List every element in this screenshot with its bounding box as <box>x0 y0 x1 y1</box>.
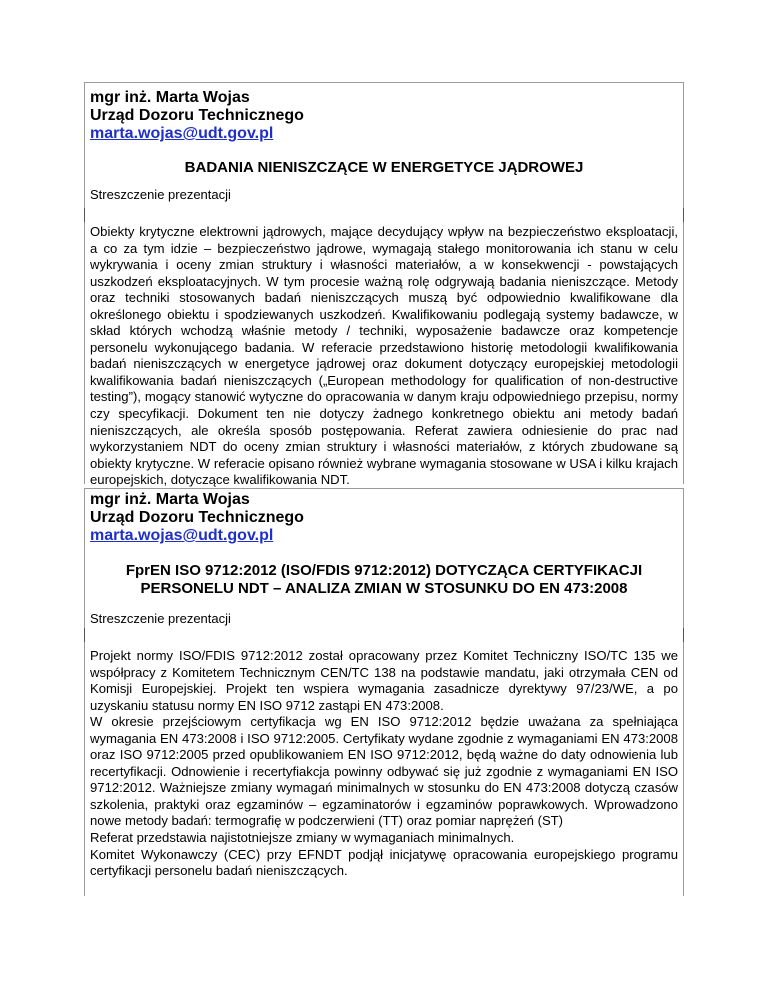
author-name: mgr inż. Marta Wojas <box>90 89 250 106</box>
summary-label: Streszczenie prezentacji <box>90 187 231 202</box>
frame-line <box>683 488 684 896</box>
summary-label: Streszczenie prezentacji <box>90 611 231 626</box>
abstract-paragraph: Projekt normy ISO/FDIS 9712:2012 został opracowany przez Komitet Techniczny ISO/TC 135 we współpracy z Komitetem Technicznym CEN/TC 138 na podstawie mandatu, jaki otrzymała CEN od Komisji Europejskiej. Projekt ten wspiera wymagania zasadnicze dyrektywy 97/23/WE, a po uzyskaniu statusu normy EN ISO 9712 zastąpi EN 473:2008. <box>90 648 678 713</box>
frame-tick <box>84 628 85 642</box>
abstract-1 <box>84 82 684 488</box>
organization: Urząd Dozoru Technicznego <box>90 107 304 124</box>
abstract-title: BADANIA NIENISZCZĄCE W ENERGETYCE JĄDROWEJ <box>184 159 584 176</box>
abstract-paragraph: Obiekty krytyczne elektrowni jądrowych, mające decydujący wpływ na bezpieczeństwo eksploatacji, a co za tym idzie – bezpieczeństwo jądrowe, wymagają stałego monitorowania ich stanu w celu wykrywania i oceny zmian struktury i własności materiałów, a w konsekwencji - powstających uszkodzeń eksploatacyjnych. W tym procesie ważną rolę odgrywają badania nieniszczące. Metody oraz techniki stosowanych badań nieniszczących muszą być odpowiednio kwalifikowane dla określonego obiektu i spodziewanych uszkodzeń. Kwalifikowaniu podlegają systemy badawcze, w skład których wchodzą właśnie metody / techniki, wyposażenie badawcze oraz kompetencje personelu wykonującego badania. W referacie przedstawiono historię metodologii kwalifikowania badań nieniszczących w energetyce jądrowej oraz dokument dotyczący europejskiej metodologii kwalifikowania badań nieniszczących („European methodology for qualification of non-destructive testing”), mogący stanowić wytyczne do opracowania w danym kraju odpowiedniego przepisu, normy czy specyfikacji. Dokument ten nie dotyczy żadnego konkretnego obiektu ani metody badań nieniszczących, ale określa sposób postępowania. Referat zawiera odniesienie do prac nad wykorzystaniem NDT do oceny zmian struktury i własności materiałów, z których zbudowane są obiekty krytyczne. W referacie opisano również wybrane wymagania stosowane w USA i kilku krajach europejskich, dotyczące kwalifikowania NDT. <box>90 224 678 488</box>
frame-line <box>683 82 684 484</box>
abstract-body <box>90 224 678 489</box>
email-link[interactable]: marta.wojas@udt.gov.pl <box>90 527 274 544</box>
abstract-title-line-2: PERSONELU NDT – ANALIZA ZMIAN W STOSUNKU DO EN 473:2008 <box>140 580 628 597</box>
email-link[interactable]: marta.wojas@udt.gov.pl <box>90 125 274 142</box>
frame-line <box>84 488 684 489</box>
author-name: mgr inż. Marta Wojas <box>90 491 250 508</box>
abstract-body <box>90 648 678 880</box>
abstract-paragraph: Referat przedstawia najistotniejsze zmiany w wymaganiach minimalnych. <box>90 830 515 846</box>
organization: Urząd Dozoru Technicznego <box>90 509 304 526</box>
abstract-paragraph: Komitet Wykonawczy (CEC) przy EFNDT podjął inicjatywę opracowania europejskiego programu certyfikacji personelu badań nieniszczących. <box>90 846 678 879</box>
frame-line <box>84 488 85 896</box>
frame-tick <box>683 208 684 222</box>
frame-tick <box>84 208 85 222</box>
frame-line <box>84 82 85 484</box>
frame-line <box>84 82 684 83</box>
frame-tick <box>683 628 684 642</box>
abstract-paragraph: W okresie przejściowym certyfikacja wg EN ISO 9712:2012 będzie uważana za spełniająca wymagania EN 473:2008 i ISO 9712:2005. Certyfikaty wydane zgodnie z wymaganiami EN 473:2008 oraz ISO 9712:2005 przed opublikowaniem EN ISO 9712:2012, będą ważne do daty odnowienia lub recertyfikacji. Odnowienie i recertyfiakcja powinny odbywać się już zgodnie z wymaganiami EN ISO 9712:2012. Ważniejsze zmiany wymagań minimalnych w stosunku do EN 473:2008 dotyczą czasów szkolenia, praktyki oraz egzaminów – egzaminatorów i egzaminów poprawkowych. Wprowadzono nowe metody badań: termografię w podczerwieni (TT) oraz pomiar naprężeń (ST) <box>90 714 678 829</box>
abstract-2 <box>84 488 684 896</box>
abstract-title-line-1: FprEN ISO 9712:2012 (ISO/FDIS 9712:2012) DOTYCZĄCA CERTYFIKACJI <box>125 562 643 579</box>
